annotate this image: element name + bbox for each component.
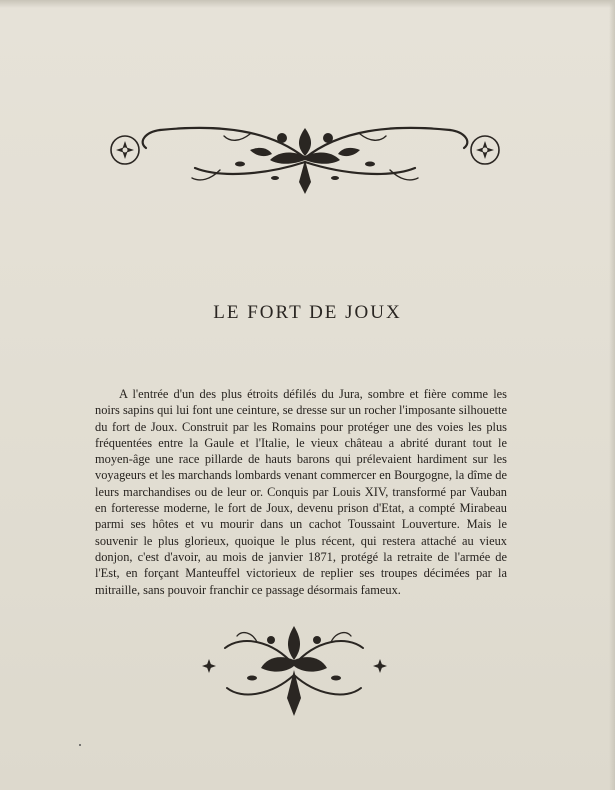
ink-speck bbox=[79, 744, 81, 746]
page-top-edge bbox=[0, 0, 615, 8]
body-paragraph: A l'entrée d'un des plus étroits défilés du Jura, sombre et fière comme les noirs sapins qui lui font une ceinture, se dresse sur un rocher l'imposante silhouette du fort de Joux. Construit par les Romains pour protéger une des voies les plus fréquentées entre la Gaule et l'Italie, le vieux château a abrité durant tout le moyen-âge une race pillarde de hauts barons qui prélevaient hardiment sur les voyageurs et les marchands lombards venant commercer en Bourgogne, la dîme de leurs marchandises ou de leur or. Conquis par Louis XIV, transformé par Vauban en forteresse moderne, le fort de Joux, devenu prison d'Etat, a compté Mirabeau parmi ses hôtes et vu mourir dans un cachot Toussaint Louverture. Mais le souvenir le plus glorieux, quoique le plus récent, qui restera attaché au vieux donjon, c'est d'avoir, au mois de janvier 1871, protégé la retraite de l'armée de l'Est, en forçant Manteuffel victorieux de replier ses troupes décimées par la mitraille, sans pouvoir franchir ce passage désormais fameux. bbox=[95, 387, 507, 597]
page-right-edge bbox=[609, 0, 615, 790]
page-title: LE FORT DE JOUX bbox=[213, 302, 402, 323]
headpiece-ornament bbox=[100, 120, 510, 200]
tailpiece-ornament bbox=[197, 620, 392, 720]
